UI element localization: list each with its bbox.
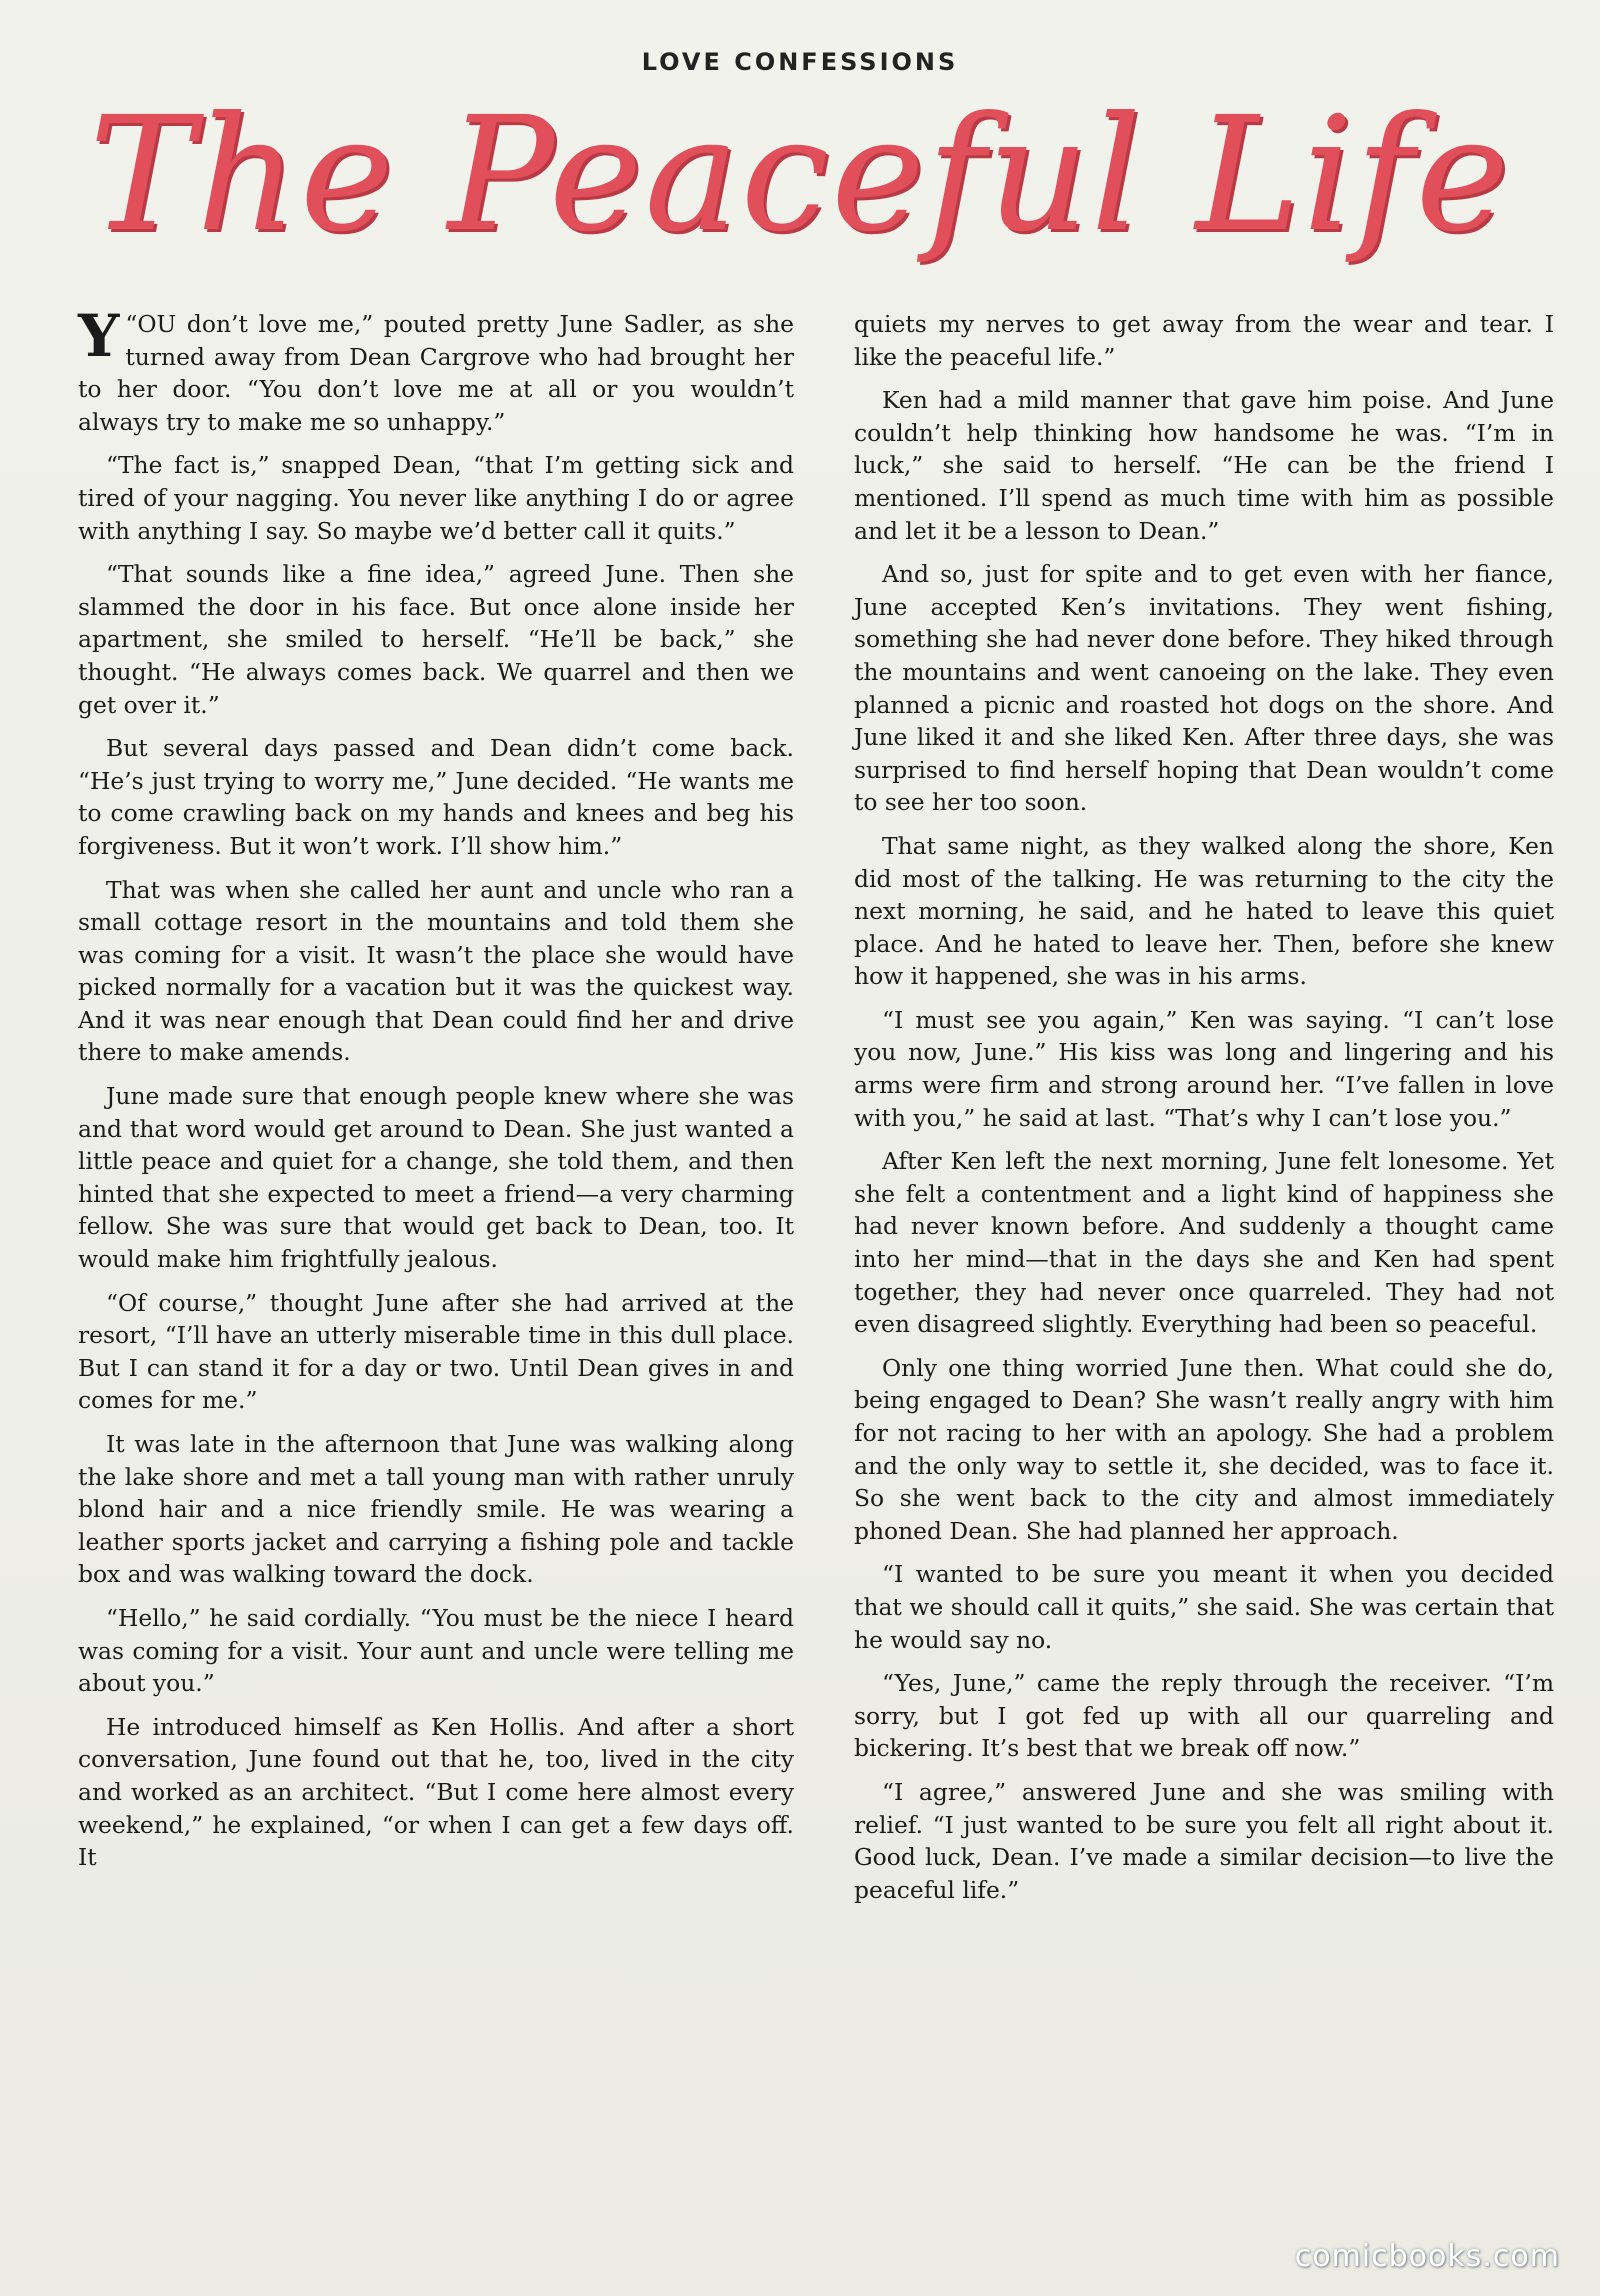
paragraph: “I wanted to be sure you meant it when you decided that we should call it quits,” she said. She was certain that he would say no. bbox=[854, 1560, 1554, 1654]
paragraph: That was when she called her aunt and uncle who ran a small cottage resort in the mountains and told them she was coming for a visit. It wasn’t the place she would have picked normally for a vacation but it was the quickest way. And it was near enough that Dean could find her and drive there to make amends. bbox=[78, 875, 794, 1067]
paragraph: It was late in the afternoon that June was walking along the lake shore and met a tall young man with rather unruly blond hair and a nice friendly smile. He was wearing a leather sports jacket and carrying a fishing pole and tackle box and was walking toward the dock. bbox=[78, 1430, 794, 1589]
watermark: comicbooks.com bbox=[1294, 2239, 1560, 2274]
opening-quote: “ bbox=[125, 310, 138, 338]
right-column bbox=[854, 308, 1554, 1917]
paragraph: Only one thing worried June then. What could she do, being engaged to Dean? She wasn’t really angry with him for not racing to her with an apology. She had a problem and the only way to settle it, she decided, was to face it. So she went back to the city and almost immediately phoned Dean. She had planned her approach. bbox=[854, 1353, 1554, 1545]
left-column bbox=[78, 302, 794, 1885]
opening-paragraph-text: OU don’t love me,” pouted pretty June Sadler, as she turned away from Dean Cargrove who had brought her to her door. “You don’t love me at all or you wouldn’t always try to make me so unhappy.” bbox=[78, 310, 794, 436]
paragraph: That same night, as they walked along the shore, Ken did most of the talking. He was returning to the city the next morning, he said, and he hated to leave this quiet place. And he hated to leave her. Then, before she knew how it happened, she was in his arms. bbox=[854, 831, 1554, 991]
continued-paragraph: quiets my nerves to get away from the wear and tear. I like the peaceful life.” bbox=[854, 310, 1554, 371]
paragraph: “I agree,” answered June and she was smiling with relief. “I just wanted to be sure you felt all right about it. Good luck, Dean. I’ve made a similar decision—to live the peaceful life.” bbox=[854, 1777, 1554, 1904]
paragraph: And so, just for spite and to get even with her fiance, June accepted Ken’s invitations. They went fishing, something she had never done before. They hiked through the mountains and went canoeing on the lake. They even planned a picnic and roasted hot dogs on the shore. And June liked it and she liked Ken. After three days, she was surprised to find herself hoping that Dean wouldn’t come to see her too soon. bbox=[854, 560, 1554, 817]
paragraph: After Ken left the next morning, June felt lonesome. Yet she felt a contentment and a light kind of happiness she had never known before. And suddenly a thought came into her mind—that in the days she and Ken had spent together, they had never once quarreled. They had not even disagreed slightly. Everything had been so peaceful. bbox=[854, 1147, 1554, 1339]
drop-cap: Y bbox=[78, 302, 120, 370]
magazine-header: LOVE CONFESSIONS bbox=[641, 48, 959, 76]
paragraph: “The fact is,” snapped Dean, “that I’m getting sick and tired of your nagging. You never like anything I do or agree with anything I say. So maybe we’d better call it quits.” bbox=[78, 451, 794, 545]
paragraph: “Yes, June,” came the reply through the receiver. “I’m sorry, but I got fed up with all our quarreling and bickering. It’s best that we break off now.” bbox=[854, 1669, 1554, 1763]
paragraph: “Of course,” thought June after she had arrived at the resort, “I’ll have an utterly miserable time in this dull place. But I can stand it for a day or two. Until Dean gives in and comes for me.” bbox=[78, 1288, 794, 1415]
paragraph: June made sure that enough people knew where she was and that word would get around to Dean. She just wanted a little peace and quiet for a change, she told them, and then hinted that she expected to meet a friend—a very charming fellow. She was sure that would get back to Dean, too. It would make him frightfully jealous. bbox=[78, 1082, 794, 1274]
paragraph: “I must see you again,” Ken was saying. “I can’t lose you now, June.” His kiss was long and lingering and his arms were firm and strong around her. “I’ve fallen in love with you,” he said at last. “That’s why I can’t lose you.” bbox=[854, 1005, 1554, 1132]
opening-paragraph bbox=[78, 302, 794, 438]
paragraph: Ken had a mild manner that gave him poise. And June couldn’t help thinking how handsome he was. “I’m in luck,” she said to herself. “He can be the friend I mentioned. I’ll spend as much time with him as possible and let it be a lesson to Dean.” bbox=[854, 386, 1554, 545]
story-title: The Peaceful Life bbox=[88, 83, 1512, 267]
paragraph: He introduced himself as Ken Hollis. And after a short conversation, June found out that he, too, lived in the city and worked as an architect. “But I come here almost every weekend,” he explained, “or when I can get a few days off. It bbox=[78, 1712, 794, 1872]
paragraph: “Hello,” he said cordially. “You must be the niece I heard was coming for a visit. Your aunt and uncle were telling me about you.” bbox=[78, 1603, 794, 1698]
paragraph: “That sounds like a fine idea,” agreed June. Then she slammed the door in his face. But once alone inside her apartment, she smiled to herself. “He’ll be back,” she thought. “He always comes back. We quarrel and then we get over it.” bbox=[78, 560, 794, 719]
paragraph: But several days passed and Dean didn’t come back. “He’s just trying to worry me,” June decided. “He wants me to come crawling back on my hands and knees and beg his forgiveness. But it won’t work. I’ll show him.” bbox=[78, 734, 794, 860]
